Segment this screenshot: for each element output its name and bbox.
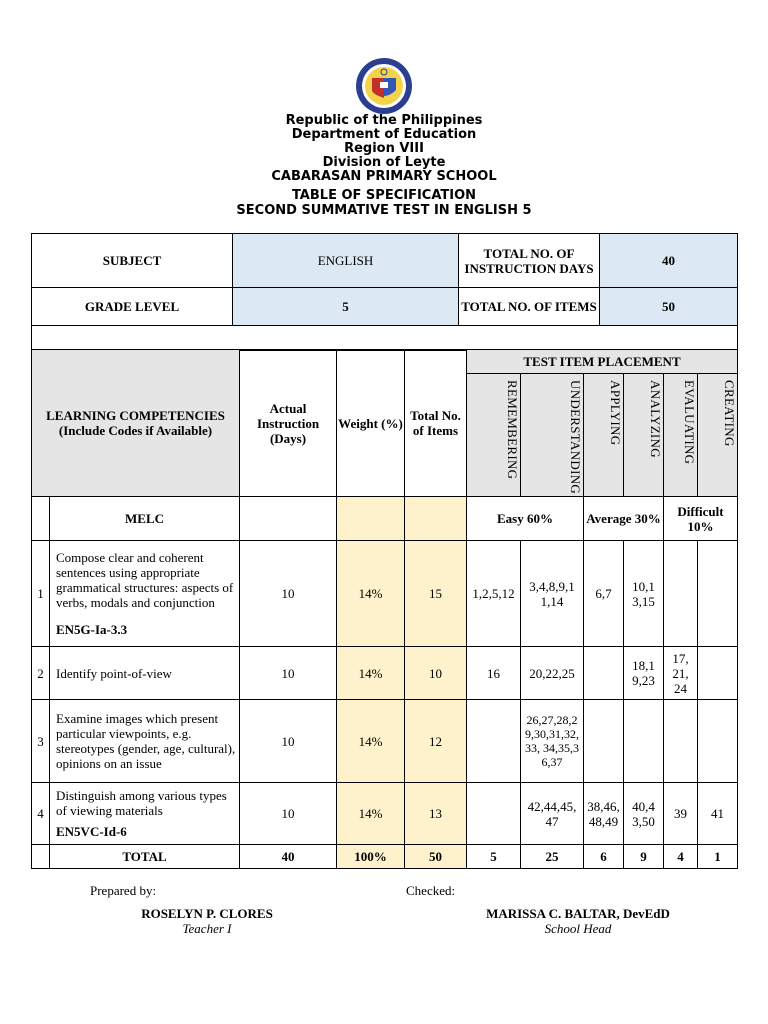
- table-row-competency: [50, 700, 240, 783]
- deped-seal-logo: [350, 56, 418, 116]
- row-applying: 38,46,48,49: [584, 783, 624, 845]
- row-weight: 14%: [337, 700, 405, 783]
- competency-code: EN5VC-Id-6: [56, 824, 127, 839]
- total-remembering: 5: [467, 845, 521, 869]
- row-analyzing: 18,19,23: [624, 647, 664, 700]
- row-analyzing: 10,13,15: [624, 541, 664, 647]
- average-level: Average 30%: [584, 497, 664, 541]
- row-creating: [698, 541, 738, 647]
- level-applying: APPLYING: [584, 374, 624, 497]
- competency-text: Compose clear and coherent sentences using appropriate grammatical structures: aspects of verbs, modals and conjunction: [56, 550, 234, 610]
- level-creating: CREATING: [698, 374, 738, 497]
- competency-text: Distinguish among various types of viewing materials: [56, 788, 227, 818]
- row-evaluating: [664, 700, 698, 783]
- level-evaluating: EVALUATING: [664, 374, 698, 497]
- total-items: 50: [405, 845, 467, 869]
- total-analyzing: 9: [624, 845, 664, 869]
- row-weight: 14%: [337, 783, 405, 845]
- row-evaluating: 17, 21, 24: [664, 647, 698, 700]
- row-understanding: 20,22,25: [521, 647, 584, 700]
- melc-label: MELC: [50, 497, 240, 541]
- row-creating: 41: [698, 783, 738, 845]
- header-region: Region VIII: [344, 141, 424, 156]
- row-remembering: 1,2,5,12: [467, 541, 521, 647]
- row-remembering: [467, 700, 521, 783]
- row-days: 10: [240, 700, 337, 783]
- melc-days-cell: [240, 497, 337, 541]
- row-days: 10: [240, 783, 337, 845]
- row-weight: 14%: [337, 647, 405, 700]
- document-title: TABLE OF SPECIFICATION: [291, 188, 477, 203]
- competency-text: Identify point-of-view: [56, 665, 172, 681]
- row-understanding: 42,44,45,47: [521, 783, 584, 845]
- header-republic: Republic of the Philippines: [285, 113, 483, 128]
- level-understanding: UNDERSTANDING: [521, 374, 584, 497]
- level-analyzing: ANALYZING: [624, 374, 664, 497]
- row-creating: [698, 700, 738, 783]
- row-analyzing: 40,43,50: [624, 783, 664, 845]
- row-days: 10: [240, 647, 337, 700]
- checked-label: Checked:: [406, 883, 456, 898]
- row-number: 4: [32, 783, 50, 845]
- difficult-level: Difficult 10%: [664, 497, 738, 541]
- level-remembering: REMEMBERING: [467, 374, 521, 497]
- table-row-competency: [50, 647, 240, 700]
- subject-label: SUBJECT: [32, 234, 233, 288]
- competency-code: EN5G-Ia-3.3: [56, 622, 128, 637]
- subject-value: ENGLISH: [233, 234, 459, 288]
- checker-name: MARISSA C. BALTAR, DevEdD: [486, 906, 670, 921]
- total-items-value: 50: [600, 288, 738, 326]
- checker-title: School Head: [544, 921, 612, 936]
- total-num-cell: [32, 845, 50, 869]
- competencies-header: LEARNING COMPETENCIES (Include Codes if Available): [32, 350, 240, 497]
- row-items: 12: [405, 700, 467, 783]
- header-school: CABARASAN PRIMARY SCHOOL: [271, 169, 497, 184]
- total-items-label: TOTAL NO. OF ITEMS: [459, 288, 600, 326]
- row-items: 15: [405, 541, 467, 647]
- total-creating: 1: [698, 845, 738, 869]
- header-division: Division of Leyte: [322, 155, 446, 170]
- document-subtitle: SECOND SUMMATIVE TEST IN ENGLISH 5: [236, 203, 532, 218]
- row-remembering: [467, 783, 521, 845]
- row-items: 13: [405, 783, 467, 845]
- row-number: 3: [32, 700, 50, 783]
- row-evaluating: 39: [664, 783, 698, 845]
- header-department: Department of Education: [291, 127, 477, 142]
- melc-weight-cell: [337, 497, 405, 541]
- instruction-days-value: 40: [600, 234, 738, 288]
- weight-header: Weight (%): [337, 350, 405, 497]
- row-creating: [698, 647, 738, 700]
- info-table: [31, 233, 738, 351]
- row-days: 10: [240, 541, 337, 647]
- row-applying: [584, 647, 624, 700]
- grade-level-label: GRADE LEVEL: [32, 288, 233, 326]
- instruction-days-label: TOTAL NO. OF INSTRUCTION DAYS: [459, 234, 600, 288]
- competency-text: Examine images which present particular viewpoints, e.g. stereotypes (gender, age, cultural), opinions on an issue: [56, 711, 236, 771]
- test-item-placement-header: TEST ITEM PLACEMENT: [467, 350, 738, 374]
- table-row-competency: [50, 783, 240, 845]
- total-weight: 100%: [337, 845, 405, 869]
- row-weight: 14%: [337, 541, 405, 647]
- table-row-competency: [50, 541, 240, 647]
- preparer-title: Teacher I: [182, 921, 232, 936]
- spacer-row: [32, 326, 738, 351]
- row-analyzing: [624, 700, 664, 783]
- row-applying: 6,7: [584, 541, 624, 647]
- total-days: 40: [240, 845, 337, 869]
- row-understanding: 26,27,28,29,30,31,32,33, 34,35,36,37: [521, 700, 584, 783]
- easy-level: Easy 60%: [467, 497, 584, 541]
- row-items: 10: [405, 647, 467, 700]
- total-applying: 6: [584, 845, 624, 869]
- melc-num-cell: [32, 497, 50, 541]
- prepared-by-label: Prepared by:: [90, 883, 157, 898]
- preparer-name: ROSELYN P. CLORES: [141, 906, 273, 921]
- total-items-header: Total No. of Items: [405, 350, 467, 497]
- specification-table: [31, 349, 738, 869]
- total-label: TOTAL: [50, 845, 240, 869]
- row-remembering: 16: [467, 647, 521, 700]
- row-applying: [584, 700, 624, 783]
- row-evaluating: [664, 541, 698, 647]
- grade-level-value: 5: [233, 288, 459, 326]
- row-understanding: 3,4,8,9,11,14: [521, 541, 584, 647]
- actual-days-header: Actual Instruction (Days): [240, 350, 337, 497]
- total-understanding: 25: [521, 845, 584, 869]
- melc-items-cell: [405, 497, 467, 541]
- row-number: 1: [32, 541, 50, 647]
- total-evaluating: 4: [664, 845, 698, 869]
- row-number: 2: [32, 647, 50, 700]
